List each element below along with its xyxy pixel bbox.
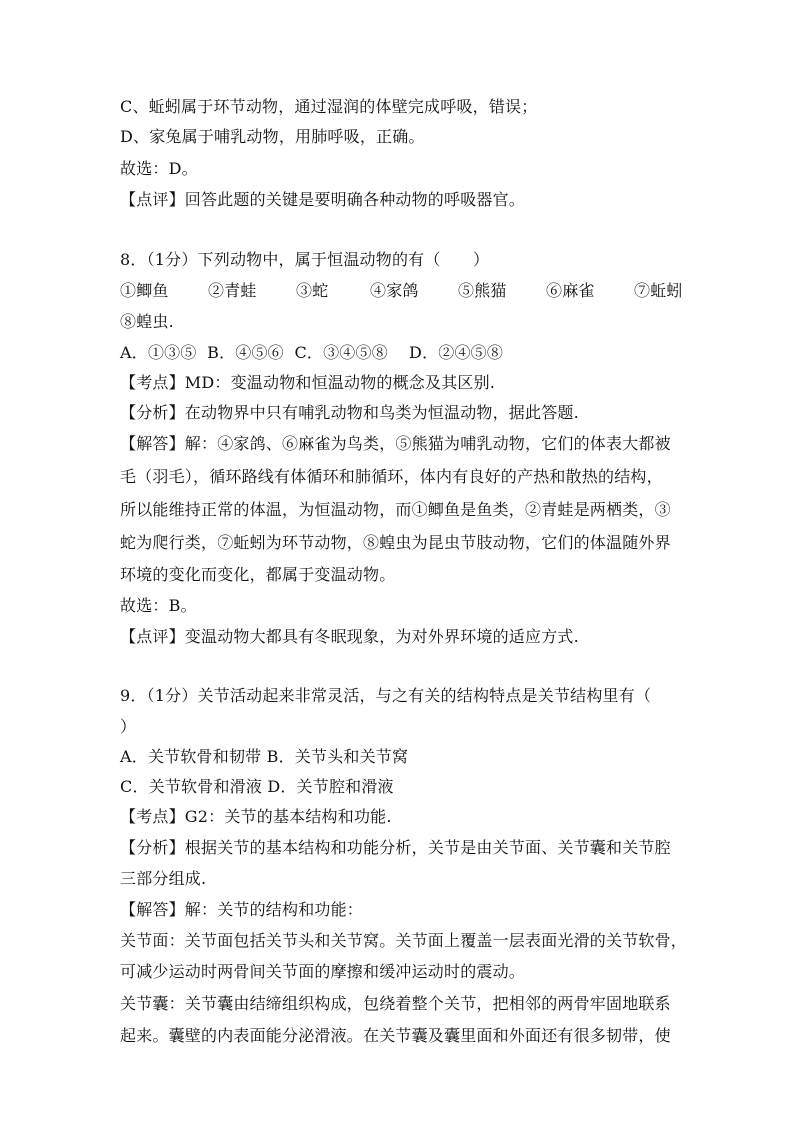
question-8-items: [120, 280, 683, 302]
question-8-jieda-line: 所以能维持正常的体温，为恒温动物，而①鲫鱼是鱼类，②青蛙是两栖类，③: [120, 500, 671, 519]
question-9-stem-cont: ）: [120, 717, 137, 736]
question-9-kaodian: 【考点】G2：关节的基本结构和功能.: [120, 807, 392, 826]
question-9-fenxi: 【分析】根据关节的基本结构和功能分析，关节是由关节面、关节囊和关节腔: [120, 838, 671, 857]
question-8-items-cont: ⑧蝗虫.: [120, 312, 174, 331]
comment-line: 【点评】回答此题的关键是要明确各种动物的呼吸器官。: [120, 190, 526, 209]
question-9-choices: C．关节软骨和滑液 D．关节腔和滑液: [120, 777, 394, 796]
answer-line: 故选：D。: [120, 159, 198, 178]
item-4: ④家鸽: [370, 281, 419, 300]
item-3: ③蛇: [296, 281, 329, 300]
question-8-jieda-line: 环境的变化而变化，都属于变温动物。: [120, 565, 396, 584]
question-9-body-line: 可减少运动时两骨间关节面的摩擦和缓冲运动时的震动。: [120, 962, 526, 981]
question-9-stem: 9．（1分）关节活动起来非常灵活，与之有关的结构特点是关节结构里有（: [120, 686, 652, 705]
option-c-explanation: C、蚯蚓属于环节动物，通过湿润的体壁完成呼吸，错误；: [120, 97, 538, 116]
item-6: ⑥麻雀: [546, 281, 595, 300]
question-8-jieda-line: 毛（羽毛），循环路线有体循环和肺循环，体内有良好的产热和散热的结构，: [120, 467, 663, 486]
question-9-jieda: 【解答】解：关节的结构和功能：: [120, 900, 364, 919]
question-8-fenxi: 【分析】在动物界中只有哺乳动物和鸟类为恒温动物，据此答题.: [120, 403, 579, 422]
question-9-body-line: 起来。囊壁的内表面能分泌滑液。在关节囊及囊里面和外面还有很多韧带，使: [120, 1026, 671, 1045]
item-2: ②青蛙: [208, 281, 257, 300]
item-1: ①鲫鱼: [120, 281, 169, 300]
question-8-jieda-line: 蛇为爬行类，⑦蚯蚓为环节动物，⑧蝗虫为昆虫节肢动物，它们的体温随外界: [120, 533, 671, 552]
question-8-choices: A．①③⑤ B．④⑤⑥ C．③④⑤⑧ D．②④⑤⑧: [120, 343, 504, 362]
option-d-explanation: D、家兔属于哺乳动物，用肺呼吸，正确。: [120, 127, 425, 146]
question-9-body-line: 关节面：关节面包括关节头和关节窝。关节面上覆盖一层表面光滑的关节软骨，: [120, 931, 688, 950]
question-8-comment: 【点评】变温动物大都具有冬眠现象，为对外界环境的适应方式.: [120, 627, 579, 646]
question-8-kaodian: 【考点】MD：变温动物和恒温动物的概念及其区别.: [120, 373, 496, 392]
item-7: ⑦蚯蚓: [634, 281, 683, 300]
question-9-body-line: 关节囊：关节囊由结缔组织构成，包绕着整个关节，把相邻的两骨牢固地联系: [120, 994, 671, 1013]
question-9-choices: A．关节软骨和韧带 B．关节头和关节窝: [120, 747, 409, 766]
question-8-answer: 故选：B。: [120, 596, 197, 615]
item-5: ⑤熊猫: [458, 281, 507, 300]
question-9-fenxi-cont: 三部分组成.: [120, 869, 207, 888]
question-8-jieda-line: 【解答】解：④家鸽、⑥麻雀为鸟类，⑤熊猫为哺乳动物，它们的体表大都被: [120, 434, 671, 453]
question-8-stem: 8．（1分）下列动物中，属于恒温动物的有（ ）: [120, 250, 490, 269]
